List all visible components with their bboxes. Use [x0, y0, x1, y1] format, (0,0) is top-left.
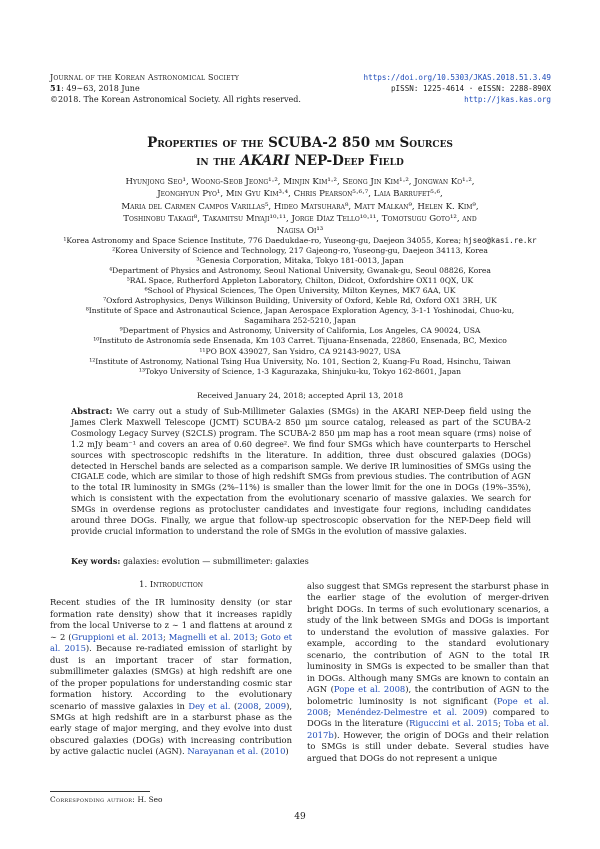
keywords-text: galaxies: evolution — submillimeter: galaxies: [122, 556, 309, 566]
abstract-text: We carry out a study of Sub-Millimeter Galaxies (SMGs) in the AKARI NEP-Deep field using the James Clerk Maxwell Telescope (JCMT) SCUBA-2 850 μm source catalog, released as part of the SCUBA-2 Cosmology Legacy Survey (S2CLS) program. The SCUBA-2 850 μm map has a root mean square (rms) noise of 1.2 mJy beam⁻¹ and covers an area of 0.60 degree². We find four SMGs which have counterparts to Herschel sources with spectroscopic redshifts in the literature. In addition, three dust obscured galaxies (DOGs) detected in Herschel bands are selected as a comparison sample. We derive IR luminosities of SMGs using the CIGALE code, which are similar to those of high redshift SMGs from previous studies. The contribution of AGN to the total IR luminosity in SMGs (2%–11%) is smaller than the lower limit for the one in DOGs (19%–35%), which is consistent with the expectation from the evolutionary scenario of massive galaxies. We search for SMGs in overdense regions as protocluster candidates and investigate four regions, including candidates around three DOGs. Finally, we argue that follow-up spectroscopic observation for the NEP-Deep field will provide crucial information to understand the role of SMGs in the evolution of massive galaxies.: [71, 406, 532, 536]
citation-link[interactable]: Riguccini et al. 2015: [409, 718, 499, 729]
issn-line: pISSN: 1225-4614 · eISSN: 2288-890X: [390, 84, 551, 93]
text-run: ;: [162, 631, 169, 642]
abstract: [71, 406, 531, 537]
affiliation-4: ⁴Department of Physics and Astronomy, Seoul National University, Gwanak-gu, Seoul 08826, Korea: [109, 266, 491, 276]
citation-link[interactable]: Gruppioni et al. 2013: [71, 631, 163, 642]
text-run: ), the contribution of AGN to the bolometric luminosity is not significant (: [307, 684, 550, 706]
citation-link[interactable]: Magnelli et al. 2013: [168, 631, 255, 642]
citation-link[interactable]: Menéndez-Delmestre et al. 2009: [336, 706, 484, 717]
corresponding-author-label: Corresponding author:: [50, 795, 136, 804]
text-run: ,: [258, 700, 265, 711]
text-run: ;: [498, 718, 504, 729]
citation-link[interactable]: Pope et al. 2008: [333, 684, 406, 695]
text-run: ). Because re-radiated emission of starlight by dust is an important tracer of star formation, submillimeter galaxies (SMGs) at high redshift are one of the proper populations for understanding cosmic star formation history. According to the evolutionary scenario of massive galaxies in: [50, 643, 292, 711]
received-dates: Received January 24, 2018; accepted April 13, 2018: [196, 391, 404, 400]
intro-paragraph-left: [50, 597, 292, 757]
affiliation-3: ³Genesia Corporation, Mitaka, Tokyo 181-0013, Japan: [196, 256, 404, 266]
section-title: 1. Introduction: [138, 580, 203, 590]
volume-pages: : 49∼63, 2018 June: [61, 84, 140, 93]
copyright: ©2018. The Korean Astronomical Society. All rights reserved.: [50, 95, 301, 104]
journal-url-link[interactable]: http://jkas.kas.org: [464, 95, 551, 104]
citation-link[interactable]: Toba et al. 2017b: [307, 718, 550, 740]
affiliation-1-text: ¹Korea Astronomy and Space Science Institute, 776 Daedukdae-ro, Yuseong-gu, Daejeon 34055, Korea;: [63, 236, 462, 245]
title-line-2-post: NEP-Deep Field: [289, 153, 404, 169]
affiliation-9: ⁹Department of Physics and Astronomy, University of California, Los Angeles, CA 90024, USA: [119, 326, 481, 336]
authors-line-2: Jeonghyun Pyo¹, Min Gyu Kim³·⁴, Chris Pearson⁵·⁶·⁷, Laia Barrufet⁵·⁶,: [157, 189, 443, 200]
title-line-1: Properties of the SCUBA-2 850 μm Sources: [147, 135, 453, 151]
text-run: (: [230, 700, 238, 711]
author-email[interactable]: hjseo@kasi.re.kr: [463, 236, 537, 245]
citation-link[interactable]: 2010: [264, 746, 286, 757]
citation-link[interactable]: 2009: [264, 700, 287, 711]
citation-link[interactable]: Narayanan et al.: [187, 746, 259, 757]
keywords-label: Key words:: [71, 556, 121, 566]
author-list: [58, 176, 542, 237]
affiliation-2: ²Korea University of Science and Technology, 217 Gajeong-ro, Yuseong-gu, Daejeon 34113, Korea: [112, 246, 488, 256]
affiliation-5: ⁵RAL Space, Rutherford Appleton Laboratory, Chilton, Didcot, Oxfordshire OX11 0QX, UK: [126, 276, 474, 286]
title-line-2: [50, 152, 550, 170]
left-column: [50, 580, 292, 758]
doi-header: [364, 72, 551, 105]
volume-number: 51: [50, 83, 62, 93]
intro-paragraph-right: [307, 581, 549, 764]
authors-line-1: Hyunjong Seo¹, Woong-Seob Jeong¹·², Minjin Kim¹·², Seong Jin Kim¹·², Jongwan Ko¹·²,: [125, 177, 475, 187]
text-run: ;: [254, 631, 261, 642]
authors-line-4: Toshinobu Takagi⁸, Takamitsu Miyaji¹⁰·¹¹, Jorge Díaz Tello¹⁰·¹¹, Tomotsugu Goto¹², and: [123, 213, 477, 224]
text-run: Recent studies of the IR luminosity density (or star formation rate density) show that it increases rapidly from the local Universe to z ∼ 1 and flattens at around z ∼ 2 (: [50, 597, 292, 642]
text-run: ), SMGs at high redshift are in a starburst phase as the early stage of major merging, and they evolve into dust obscured galaxies (DOGs) with increasing contribution by active galactic nuclei (AGN).: [50, 700, 292, 757]
journal-name: Journal of the Korean Astronomical Society: [50, 73, 240, 82]
affiliation-6: ⁶School of Physical Sciences, The Open University, Milton Keynes, MK7 6AA, UK: [144, 286, 456, 296]
citation-link[interactable]: Goto et al. 2015: [50, 631, 293, 654]
text-run: ). However, the origin of DOGs and their relation to SMGs is still under debate. Several studies have argued that DOGs do not represent a unique: [307, 729, 549, 763]
keywords: [71, 556, 531, 567]
affiliation-11: ¹¹PO BOX 439027, San Ysidro, CA 92143-9027, USA: [199, 346, 401, 356]
affiliation-list: [56, 236, 544, 377]
authors-line-5: Nagisa Oi¹³: [276, 226, 324, 237]
title-akari: AKARI: [240, 153, 290, 169]
text-run: ): [285, 746, 289, 757]
abstract-label: Abstract:: [71, 406, 113, 416]
title-line-2-pre: in the: [196, 153, 241, 169]
text-run: ;: [328, 706, 337, 717]
paper-title: [50, 134, 550, 170]
affiliation-13: ¹³Tokyo University of Science, 1-3 Kagurazaka, Shinjuku-ku, Tokyo 162-8601, Japan: [138, 366, 462, 376]
affiliation-12: ¹²Institute of Astronomy, National Tsing Hua University, No. 101, Section 2, Kuang-Fu Road, Hsinchu, Taiwan: [89, 356, 511, 366]
corresponding-author: [50, 795, 162, 804]
citation-link[interactable]: Dey et al.: [188, 700, 231, 711]
right-column: [307, 581, 549, 764]
citation-link[interactable]: Pope et al. 2008: [307, 695, 549, 717]
footnote-rule: [50, 791, 150, 792]
text-run: ) compared to DOGs in the literature (: [307, 706, 549, 729]
authors-line-3: Maria del Carmen Campos Varillas⁵, Hideo Matsuhara⁸, Matt Malkan⁹, Helen K. Kim⁹,: [121, 201, 479, 212]
page-number: 49: [294, 812, 306, 822]
corresponding-author-name: H. Seo: [137, 795, 163, 804]
journal-header: [50, 72, 301, 105]
volume-line: [50, 83, 301, 94]
text-run: also suggest that SMGs represent the starburst phase in the earlier stage of the evolution of merger-driven bright DOGs. In terms of such evolutionary scenarios, a study of the link between SMGs and DOGs is important to understand the evolution of massive galaxies. For example, according to the standard evolutionary scenario, the contribution of AGN to the total IR luminosity in SMGs is expected to be smaller than that in DOGs. Although many SMGs are known to contain an AGN (: [307, 581, 549, 695]
affiliation-8b: Sagamihara 252-5210, Japan: [244, 316, 356, 326]
citation-link[interactable]: 2008: [237, 700, 259, 711]
affiliation-8a: ⁸Institute of Space and Astronautical Science, Japan Aerospace Exploration Agency, 3-1-1 Yoshinodai, Chuo-ku,: [85, 306, 515, 316]
text-run: (: [258, 746, 265, 757]
affiliation-7: ⁷Oxford Astrophysics, Denys Wilkinson Building, University of Oxford, Keble Rd, Oxford OX1 3RH, UK: [103, 296, 497, 306]
affiliation-1: [56, 236, 544, 246]
affiliation-10: ¹⁰Instituto de Astronomía sede Ensenada, Km 103 Carret. Tijuana-Ensenada, 22860, Ensenada, BC, Mexico: [93, 336, 507, 346]
doi-link[interactable]: https://doi.org/10.5303/JKAS.2018.51.3.49: [363, 73, 551, 82]
